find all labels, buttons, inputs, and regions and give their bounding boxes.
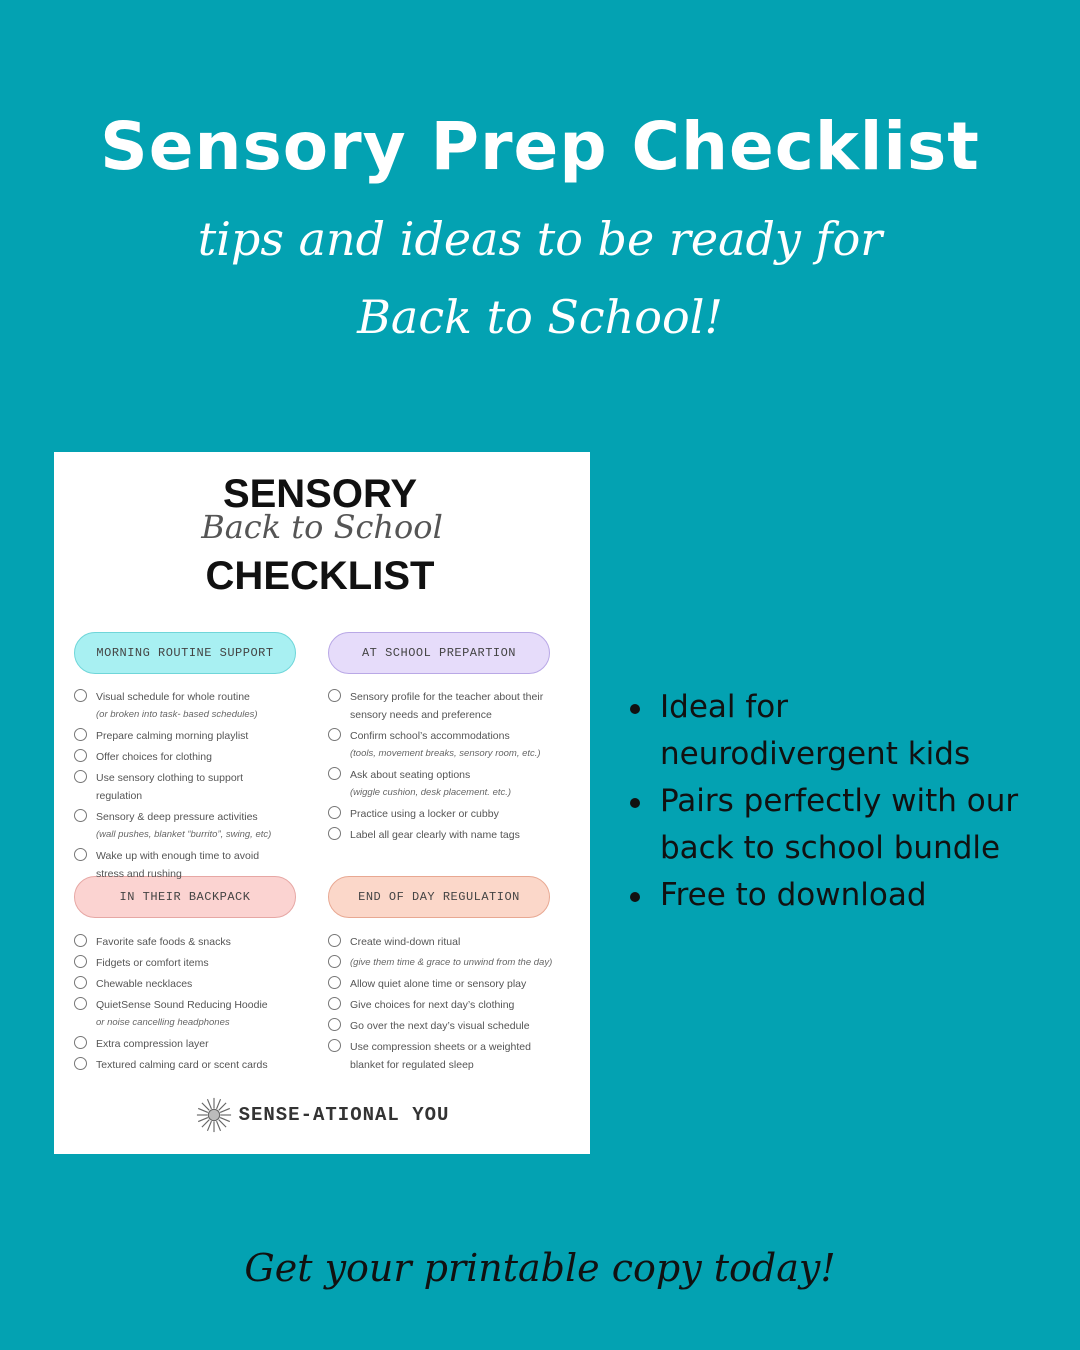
checklist-item-text: Offer choices for clothing [96,751,212,763]
checklist-item [328,975,578,993]
checklist-item [328,954,578,972]
checkbox-circle-icon [74,809,87,822]
backpack-checklist [74,933,324,1077]
checklist-item [74,688,324,724]
checklist-item [74,996,324,1032]
bullet-dot-icon [630,704,640,714]
checklist-item-text: Fidgets or comfort items [96,957,209,969]
feature-item [626,778,1066,872]
bullet-dot-icon [630,892,640,902]
checklist-item-text: regulation [96,790,143,802]
checkbox-circle-icon [328,1018,341,1031]
endday-checklist [328,933,578,1077]
checklist-item-text: Extra compression layer [96,1038,209,1050]
checklist-item [74,975,324,993]
checklist-item-text: Visual schedule for whole routine [96,691,250,703]
checklist-item [328,688,578,724]
checklist-item [328,805,578,823]
checklist-item [328,996,578,1014]
checklist-item [74,808,324,844]
checklist-item-text: Create wind-down ritual [350,936,461,948]
sheet-title-bottom: CHECKLIST [205,554,435,598]
checklist-item-text: QuietSense Sound Reducing Hoodie [96,999,268,1011]
sheet-title-top: SENSORY [222,472,418,516]
checkbox-circle-icon [328,955,341,968]
brand-name: SENSE-ATIONAL YOU [238,1104,450,1126]
feature-line: neurodivergent kids [660,736,971,772]
sheet-title-middle: Back to School [201,508,443,546]
checkbox-circle-icon [328,1039,341,1052]
checkbox-circle-icon [328,976,341,989]
checkbox-circle-icon [328,997,341,1010]
checklist-item [328,727,578,763]
checkbox-circle-icon [328,728,341,741]
checklist-item-text: Use compression sheets or a weighted [350,1041,531,1053]
checklist-item [74,1056,324,1074]
feature-list [626,684,1066,919]
checklist-item [74,727,324,745]
checklist-item-text: sensory needs and preference [350,709,492,721]
checklist-item-note: or noise cancelling headphones [96,1017,230,1028]
section-label-morning: MORNING ROUTINE SUPPORT [74,632,296,674]
checklist-item-text: Sensory profile for the teacher about their [350,691,544,703]
checklist-item [328,826,578,844]
section-label-backpack: IN THEIR BACKPACK [74,876,296,918]
checklist-item [74,847,324,883]
checkbox-circle-icon [74,997,87,1010]
checklist-item-text: Ask about seating options [350,769,471,781]
checklist-item [328,1017,578,1035]
checklist-item-text: stress and rushing [96,868,182,880]
checklist-item-text: Go over the next day’s visual schedule [350,1020,530,1032]
feature-item [626,872,1066,919]
checkbox-circle-icon [74,1057,87,1070]
checkbox-circle-icon [74,728,87,741]
checklist-item [74,769,324,805]
checklist-item-text: Favorite safe foods & snacks [96,936,231,948]
checklist-item-text: Allow quiet alone time or sensory play [350,978,527,990]
section-label-school: AT SCHOOL PREPARTION [328,632,550,674]
checkbox-circle-icon [74,955,87,968]
checklist-item-note: (wiggle cushion, desk placement. etc.) [350,787,512,798]
checkbox-circle-icon [74,934,87,947]
checkbox-circle-icon [328,689,341,702]
checklist-item-text: Practice using a locker or cubby [350,808,499,820]
section-label-endday: END OF DAY REGULATION [328,876,550,918]
checkbox-circle-icon [328,767,341,780]
checkbox-circle-icon [74,770,87,783]
checklist-item [74,748,324,766]
checklist-item-text: Give choices for next day’s clothing [350,999,515,1011]
morning-checklist [74,688,324,886]
feature-line: Free to download [660,877,927,913]
checklist-item-text: Wake up with enough time to avoid [96,850,260,862]
checklist-item [74,933,324,951]
checklist-item [74,1035,324,1053]
checklist-item-text: Confirm school’s accommodations [350,730,510,742]
feature-item [626,684,1066,778]
brand [54,1096,590,1134]
checklist-preview [54,452,590,1154]
flower-logo-icon [195,1096,233,1134]
checklist-item [328,766,578,802]
checklist-item-text: Label all gear clearly with name tags [350,829,520,841]
feature-line: Pairs perfectly with our [660,783,1019,819]
feature-line: back to school bundle [660,830,1001,866]
checkbox-circle-icon [74,749,87,762]
checklist-item-text: blanket for regulated sleep [350,1059,474,1071]
checkbox-circle-icon [328,934,341,947]
checklist-item [74,954,324,972]
checkbox-circle-icon [74,848,87,861]
page-subtitle-line1: tips and ideas to be ready for [197,212,883,266]
checklist-item-note: (give them time & grace to unwind from the day) [350,957,553,968]
feature-line: Ideal for [660,689,788,725]
page-title: Sensory Prep Checklist [100,108,980,185]
checklist-item [328,1038,578,1074]
checkbox-circle-icon [328,827,341,840]
checklist-item-note: (or broken into task- based schedules) [96,709,258,720]
checklist-item-note: (wall pushes, blanket “burrito”, swing, etc) [96,829,272,840]
checklist-item-text: Textured calming card or scent cards [96,1059,268,1071]
checklist-item-text: Prepare calming morning playlist [96,730,249,742]
checklist-item-text: Sensory & deep pressure activities [96,811,258,823]
checkbox-circle-icon [74,1036,87,1049]
checklist-item-text: Use sensory clothing to support [96,772,244,784]
page-subtitle-line2: Back to School! [357,290,723,344]
checkbox-circle-icon [328,806,341,819]
checkbox-circle-icon [74,976,87,989]
checklist-item-text: Chewable necklaces [96,978,193,990]
school-checklist [328,688,578,847]
call-to-action: Get your printable copy today! [244,1246,836,1290]
checklist-item-note: (tools, movement breaks, sensory room, etc.) [350,748,541,759]
bullet-dot-icon [630,798,640,808]
checklist-item [328,933,578,951]
checkbox-circle-icon [74,689,87,702]
